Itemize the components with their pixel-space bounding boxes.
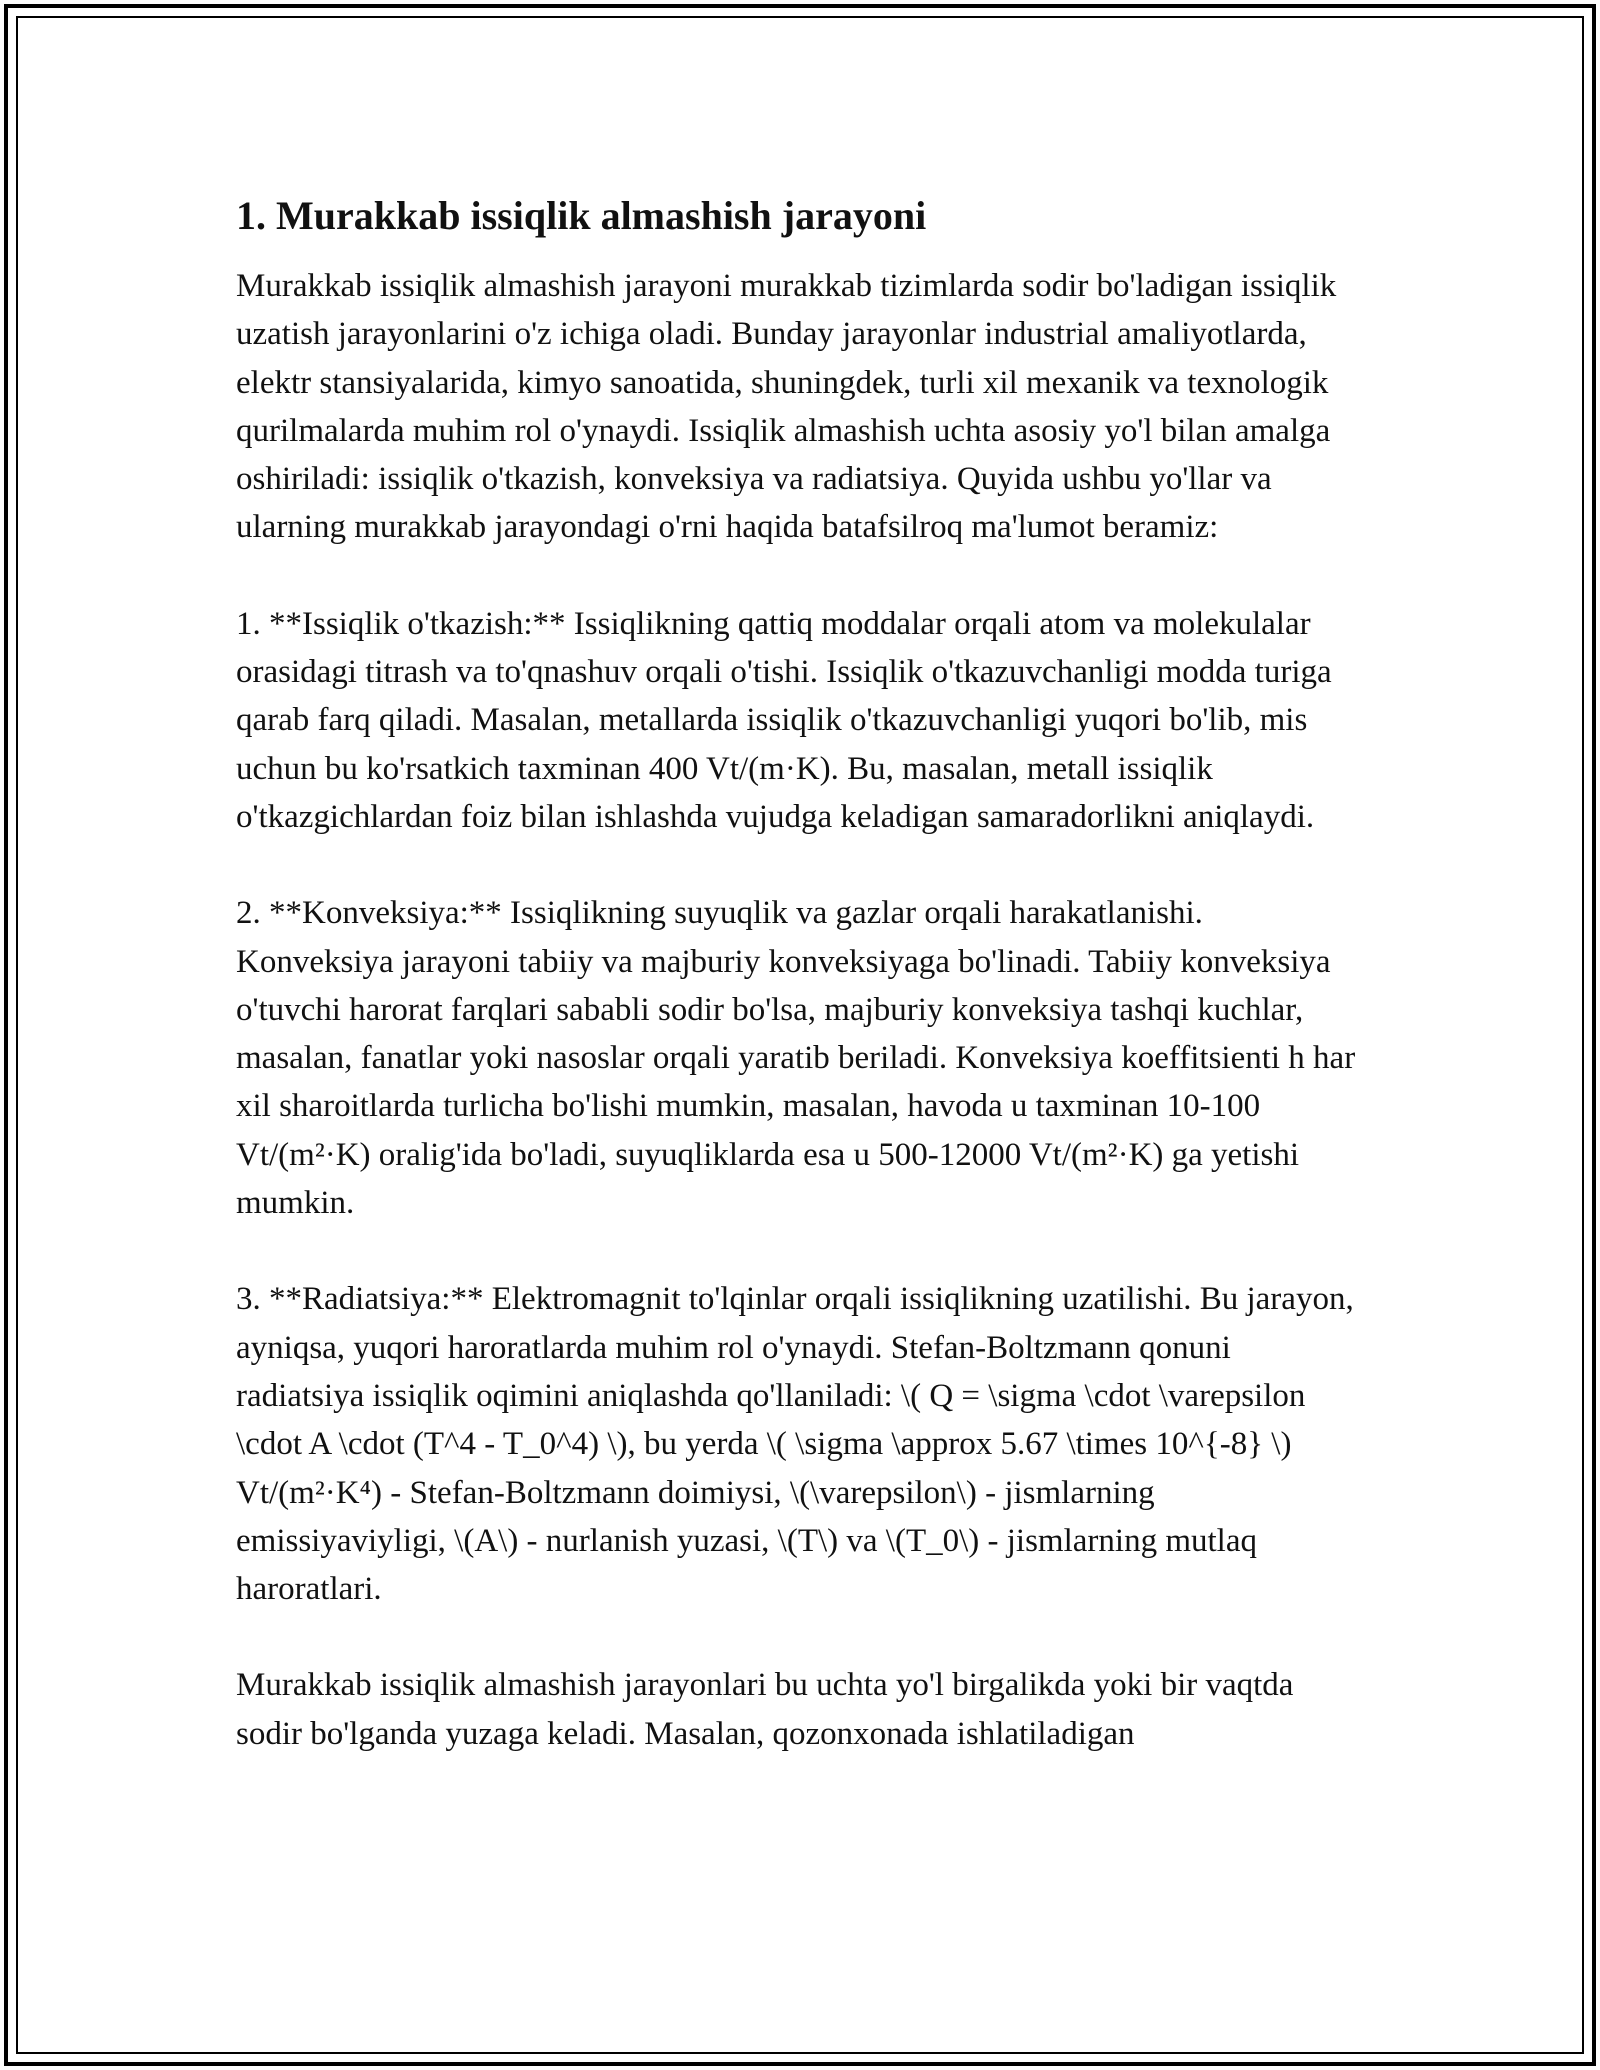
summary-paragraph: Murakkab issiqlik almashish jarayonlari bu uchta yo'l birgalikda yoki bir vaqtda sodir bo'lganda yuzaga keladi. Masalan, qozonxonada ishlatiladigan (236, 1667, 1294, 1752)
radiation-paragraph: 3. **Radiatsiya:** Elektromagnit to'lqinlar orqali issiqlikning uzatilishi. Bu jarayon, ayniqsa, yuqori haroratlarda muhim rol o'ynaydi. Stefan-Boltzmann qonuni radiatsiya issiqlik oqimini aniqlashda qo'llaniladi: \( Q = \sigma \cdot \varepsilon \cdot A \cdot (T^4 - T_0^4) \), bu yerda \( \sigma \approx 5.67 \times 10^{-8} \) Vt/(m²·K⁴) - Stefan-Boltzmann doimiysi, \(\varepsilon\) - jismlarning emissiyaviyligi, \(A\) - nurlanish yuzasi, \(T\) va \(T_0\) - jismlarning mutlaq haroratlari. (236, 1281, 1354, 1608)
convection-paragraph: 2. **Konveksiya:** Issiqlikning suyuqlik va gazlar orqali harakatlanishi. Konveksiya jarayoni tabiiy va majburiy konveksiyaga bo'linadi. Tabiiy konveksiya o'tuvchi harorat farqlari sababli sodir bo'lsa, majburiy konveksiya tashqi kuchlar, masalan, fanatlar yoki nasoslar orqali yaratib beriladi. Konveksiya koeffitsienti h har xil sharoitlarda turlicha bo'lishi mumkin, masalan, havoda u taxminan 10-100 Vt/(m²·K) oralig'ida bo'ladi, suyuqliklarda esa u 500-12000 Vt/(m²·K) ga yetishi mumkin. (236, 895, 1356, 1222)
conduction-paragraph: 1. **Issiqlik o'tkazish:** Issiqlikning qattiq moddalar orqali atom va molekulalar orasidagi titrash va to'qnashuv orqali o'tishi. Issiqlik o'tkazuvchanligi modda turiga qarab farq qiladi. Masalan, metallarda issiqlik o'tkazuvchanligi yuqori bo'lib, mis uchun bu ko'rsatkich taxminan 400 Vt/(m·K). Bu, masalan, metall issiqlik o'tkazgichlardan foiz bilan ishlashda vujudga keladigan samaradorlikni aniqlaydi. (236, 605, 1332, 835)
document-body (236, 190, 1366, 1806)
intro-paragraph: Murakkab issiqlik almashish jarayoni murakkab tizimlarda sodir bo'ladigan issiqlik uzatish jarayonlarini o'z ichiga oladi. Bunday jarayonlar industrial amaliyotlarda, elektr stansiyalarida, kimyo sanoatida, shuningdek, turli xil mexanik va texnologik qurilmalarda muhim rol o'ynaydi. Issiqlik almashish uchta asosiy yo'l bilan amalga oshiriladi: issiqlik o'tkazish, konveksiya va radiatsiya. Quyida ushbu yo'llar va ularning murakkab jarayondagi o'rni haqida batafsilroq ma'lumot beramiz: (236, 268, 1337, 546)
section-heading: 1. Murakkab issiqlik almashish jarayoni (236, 193, 927, 238)
